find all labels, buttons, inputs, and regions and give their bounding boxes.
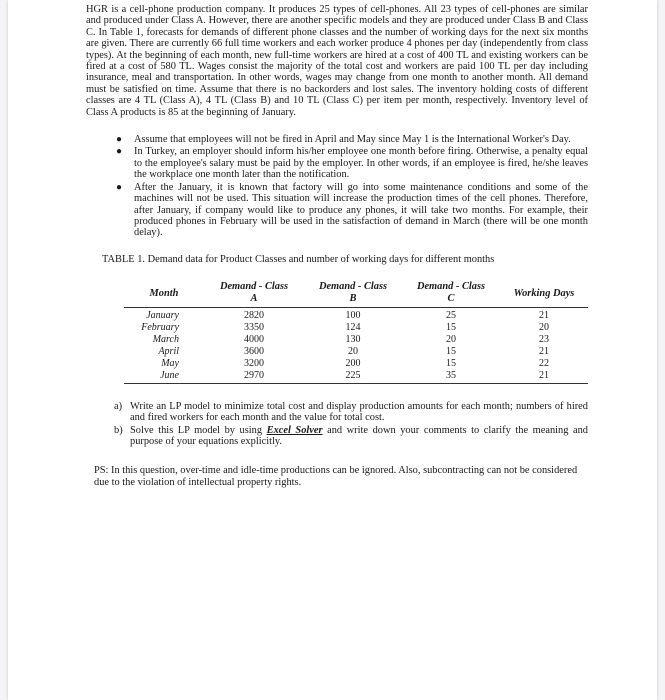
header-demand-c: Demand - Class	[416, 280, 486, 292]
header-demand-b: Demand - Class	[318, 280, 388, 292]
table-header-row	[124, 280, 588, 293]
assumption-list	[86, 134, 588, 239]
bullet-icon: ●	[116, 146, 123, 158]
cell-demand-c: 25	[446, 309, 456, 321]
bullet-icon: ●	[116, 181, 123, 193]
cell-working-days: 21	[539, 345, 549, 357]
demand-table	[124, 280, 588, 384]
cell-month: June	[124, 370, 204, 384]
header-class-c: C	[402, 293, 500, 308]
question-a-marker: a)	[114, 400, 123, 412]
cell-demand-b: 225	[304, 370, 402, 384]
cell-month: April	[158, 345, 179, 357]
cell-month: May	[161, 357, 179, 369]
question-b-text-post: and write down your comments to clarify the meaning and purpose of your equations explicitly.	[130, 424, 588, 447]
cell-demand-c: 35	[402, 370, 500, 384]
table-row	[124, 322, 588, 334]
table-caption: TABLE 1. Demand data for Product Classes and number of working days for different months	[102, 253, 495, 265]
assumption-item	[116, 181, 588, 239]
header-month: Month	[124, 280, 204, 308]
cell-month: February	[141, 321, 179, 333]
document-content	[86, 4, 588, 488]
table-row	[124, 346, 588, 358]
cell-demand-c: 20	[446, 333, 456, 345]
cell-working-days: 23	[539, 333, 549, 345]
cell-demand-a: 2820	[244, 309, 264, 321]
cell-demand-a: 4000	[244, 333, 264, 345]
header-demand-a: Demand - Class	[219, 280, 289, 292]
assumption-item	[116, 146, 588, 181]
cell-demand-b: 200	[345, 357, 361, 369]
cell-demand-b: 100	[345, 309, 361, 321]
cell-demand-a: 2970	[204, 370, 304, 384]
header-working-days: Working Days	[500, 280, 588, 308]
assumption-item	[116, 134, 588, 146]
cell-working-days: 21	[539, 309, 549, 321]
document-page	[8, 0, 657, 700]
cell-demand-a: 3600	[244, 345, 264, 357]
question-b	[114, 424, 588, 448]
question-a-text: Write an LP model to minimize total cost and display production amounts for each month; numbers of hired and fired workers for each month and the value for total cost.	[130, 400, 588, 424]
assumption-text: In Turkey, an employer should inform his/her employee one month before firing. Otherwise, a penalty equal to the employee's salary must be paid by the employer. In other words, if an employee is fired, he/she leaves the workplace one month later than the notification.	[134, 146, 588, 181]
cell-demand-c: 15	[446, 357, 456, 369]
cell-demand-a: 3200	[244, 357, 264, 369]
cell-demand-b: 130	[345, 333, 361, 345]
table-row	[124, 307, 588, 322]
cell-demand-c: 15	[446, 321, 456, 333]
question-b-text-pre: Solve this LP model by using	[130, 424, 267, 436]
cell-month: January	[146, 309, 179, 321]
cell-demand-b: 20	[348, 345, 358, 357]
cell-working-days: 20	[539, 321, 549, 333]
header-class-a: A	[204, 293, 304, 308]
cell-demand-c: 15	[446, 345, 456, 357]
cell-working-days: 22	[539, 357, 549, 369]
assumption-text: Assume that employees will not be fired in April and May since May 1 is the International Worker's Day.	[134, 134, 571, 146]
bullet-icon: ●	[116, 134, 123, 146]
question-list	[86, 401, 588, 448]
problem-intro: HGR is a cell-phone production company. It produces 25 types of cell-phones. All 23 types of cell-phones are similar and produced under Class A. However, there are another specific models and they are produced under Class B and Class C. In Table 1, forecasts for demands of different phone classes and the number of working days for the next six months are given. There are currently 66 full time workers and each worker produce 4 phones per day (independently from class types). At the beginning of each month, new full-time workers are hired at a cost of 400 TL and existing workers can be fired at a cost of 580 TL. Wages consist the majority of the total cost and workers are paid 100 TL per day including insurance, meal and transportation. In other words, wages may change from one month to another month. All demand must be satisfied on time. Assume that there is no backorders and lost sales. The inventory holding costs of different classes are 4 TL (Class A), 4 TL (Class B) and 10 TL (Class C) per item per month, respectively. Inventory level of Class A products is 85 at the beginning of January.	[86, 4, 588, 118]
table-row	[124, 370, 588, 384]
cell-demand-b: 124	[345, 321, 361, 333]
postscript-note: PS: In this question, over-time and idle-time productions can be ignored. Also, subcontracting can not be considered due to the violation of intellectual property rights.	[94, 465, 578, 488]
question-b-marker: b)	[114, 424, 123, 436]
excel-solver-emphasis: Excel Solver	[266, 424, 323, 436]
table-row	[124, 358, 588, 370]
assumption-text: After the January, it is known that factory will go into some maintenance conditions and some of the machines will not be used. This situation will increase the production times of the cell phones. Therefore, after January, if company would like to produce any phones, it will take two months. For example, their produced phones in February will be used in the satisfaction of demand in March (there will be one month delay).	[134, 181, 588, 239]
question-a	[114, 400, 588, 424]
table-row	[124, 334, 588, 346]
cell-month: March	[152, 333, 179, 345]
cell-demand-a: 3350	[244, 321, 264, 333]
header-class-b: B	[304, 293, 402, 308]
cell-working-days: 21	[500, 370, 588, 384]
